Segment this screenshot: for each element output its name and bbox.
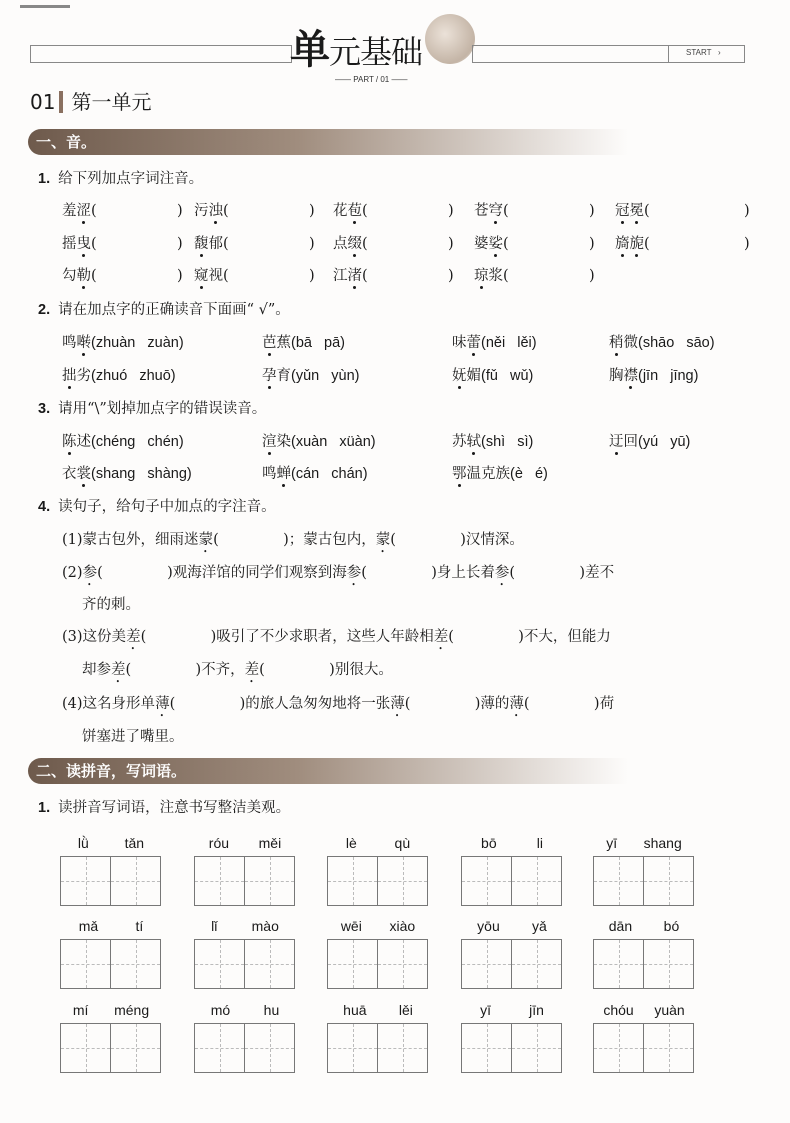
dotted-word: 拙劣 <box>62 366 91 386</box>
pinyin-syllable: mào <box>251 918 279 934</box>
pinyin-choice-item[interactable] <box>609 333 715 353</box>
sentence-text: ( <box>62 629 68 645</box>
pinyin-choice-item[interactable] <box>262 432 376 452</box>
dotted-word: 衣裳 <box>62 464 91 484</box>
pinyin-choice-item[interactable] <box>609 432 690 452</box>
dotted-character: 薄 <box>155 696 170 712</box>
emphasis-dot <box>82 484 85 487</box>
emphasis-dot <box>82 254 85 257</box>
dotted-character: 参 <box>346 565 362 581</box>
pinyin-choice-item[interactable] <box>62 366 176 386</box>
pinyin-syllable: shang <box>643 835 682 851</box>
dotted-word: 孕育 <box>262 366 291 386</box>
sentence-text: 3)这份美 <box>67 629 127 645</box>
emphasis-dot <box>615 353 618 356</box>
part-text: PART / 01 <box>353 75 390 84</box>
dotted-character: 参 <box>82 565 98 581</box>
answer-blank[interactable]: ( <box>259 662 265 678</box>
writing-grid[interactable] <box>60 856 162 906</box>
word-item: 苍穹 ( ) <box>474 201 595 221</box>
pinyin-choice-item[interactable] <box>452 366 533 386</box>
pinyin-label <box>194 835 296 852</box>
writing-cell[interactable] <box>194 1023 245 1073</box>
emphasis-dot <box>282 484 285 487</box>
pinyin-choice-item[interactable] <box>262 366 360 386</box>
answer-blank[interactable]: ( <box>509 565 516 581</box>
pinyin-syllable: bō <box>481 835 497 851</box>
sentence-text: 差不 <box>585 565 615 581</box>
answer-blank[interactable]: ( <box>91 268 97 284</box>
sentence-line: (3)这份美差( )吸引了不少求职者，这些人年龄相差( )不大，但能力 <box>62 627 611 653</box>
pinyin-syllable: yī <box>606 835 618 851</box>
emphasis-dot <box>200 286 203 289</box>
pinyin-label <box>593 1002 695 1019</box>
dotted-word: 摇曳 <box>62 234 91 254</box>
dotted-character: 薄 <box>509 696 524 712</box>
writing-cell[interactable] <box>194 856 245 906</box>
writing-cell[interactable] <box>327 1023 378 1073</box>
writing-grid[interactable] <box>593 939 695 989</box>
question-text: 请在加点字的正确读音下面画“ √”。 <box>58 302 290 318</box>
dotted-character: 蒙 <box>375 532 391 548</box>
word-item: 窥视 ( ) <box>194 266 315 286</box>
emphasis-dot <box>268 353 271 356</box>
answer-blank[interactable]: ( <box>223 268 229 284</box>
pinyin-label <box>461 1002 563 1019</box>
pinyin-syllable: yǎ <box>532 918 547 934</box>
writing-cell[interactable] <box>110 939 161 989</box>
writing-cell[interactable] <box>110 1023 161 1073</box>
word-item: 勾勒 ( ) <box>62 266 183 286</box>
dotted-word: 羞涩 <box>62 201 91 221</box>
word-item: 摇曳 ( ) <box>62 234 183 254</box>
sentence-text: 观海洋馆的同学们观察到海 <box>172 565 347 581</box>
sentence-text: 荷 <box>599 696 615 712</box>
pinyin-syllable: méng <box>114 1002 150 1018</box>
pinyin-syllable: róu <box>208 835 230 851</box>
emphasis-dot <box>82 353 85 356</box>
pinyin-label <box>593 918 695 935</box>
pinyin-syllable: dān <box>608 918 633 934</box>
question-prompt <box>38 497 276 517</box>
pinyin-syllable: jīn <box>529 1002 544 1018</box>
answer-blank[interactable]: ( <box>448 629 454 645</box>
writing-grid[interactable] <box>60 939 162 989</box>
writing-cell[interactable] <box>511 1023 562 1073</box>
writing-cell[interactable] <box>593 856 644 906</box>
pinyin-syllable: qù <box>394 835 411 851</box>
moon-decoration <box>425 14 475 64</box>
emphasis-dot <box>472 353 475 356</box>
pinyin-syllable: yōu <box>477 918 500 934</box>
sentence-text: 齐的刺。 <box>82 597 140 613</box>
answer-blank[interactable]: ( <box>213 532 219 548</box>
writing-cell[interactable] <box>511 856 562 906</box>
answer-blank[interactable]: ( <box>140 629 147 645</box>
word-item: 冠冕 ( ) <box>615 201 750 221</box>
part-label: —— PART / 01 —— <box>335 75 408 84</box>
dotted-word: 味蕾 <box>452 333 481 353</box>
answer-blank[interactable]: ( <box>362 235 368 252</box>
emphasis-dot <box>214 221 217 224</box>
dotted-word: 苏轼 <box>452 432 481 452</box>
pinyin-options[interactable]: (chéng chén) <box>91 434 184 450</box>
word-item: 婆娑 ( ) <box>474 234 595 254</box>
question-number: 1. <box>38 800 51 816</box>
writing-cell[interactable] <box>461 1023 512 1073</box>
dotted-word: 鸣蝉 <box>262 464 291 484</box>
writing-grid[interactable] <box>461 856 563 906</box>
title-calligraphy: 单 <box>290 26 329 73</box>
emphasis-dot <box>268 452 271 455</box>
sentence-text: 汉情深。 <box>465 532 524 548</box>
pinyin-syllable: mí <box>72 1002 89 1018</box>
dotted-word: 迂回 <box>609 432 638 452</box>
writing-cell[interactable] <box>377 1023 428 1073</box>
pinyin-syllable: mó <box>210 1002 231 1018</box>
writing-cell[interactable] <box>60 1023 111 1073</box>
pinyin-choice-item[interactable] <box>62 333 184 353</box>
writing-cell[interactable] <box>110 856 161 906</box>
pinyin-label <box>194 1002 296 1019</box>
pinyin-syllable: hu <box>263 1002 280 1018</box>
writing-cell[interactable] <box>377 939 428 989</box>
pinyin-options[interactable]: (shì sì) <box>481 434 534 450</box>
pinyin-options[interactable]: (xuàn xüàn) <box>291 434 376 450</box>
pinyin-options[interactable]: (cán chán) <box>291 466 368 482</box>
sentence-line: (1)蒙古包外，细雨迷蒙( )；蒙古包内，蒙( )汉情深。 <box>62 530 524 556</box>
pinyin-options[interactable]: (jīn jīng) <box>638 368 699 384</box>
answer-blank[interactable]: ( <box>644 203 650 219</box>
writing-grid[interactable] <box>593 856 695 906</box>
writing-grid[interactable] <box>327 856 429 906</box>
sentence-line <box>82 727 184 747</box>
unit-number: 01 <box>30 90 56 114</box>
pinyin-options[interactable]: (è é) <box>510 466 548 482</box>
dotted-word: 稍微 <box>609 333 638 353</box>
emphasis-dot <box>458 386 461 389</box>
dotted-word: 苍穹 <box>474 201 503 221</box>
pinyin-syllable: lǐ <box>211 918 218 934</box>
dotted-word: 江渚 <box>333 266 362 286</box>
answer-blank[interactable]: ( <box>125 662 132 678</box>
section2-banner <box>28 758 628 784</box>
pinyin-choice-item[interactable] <box>262 464 368 484</box>
sentence-text: 别很大。 <box>334 662 393 678</box>
pinyin-options[interactable]: (něi lěi) <box>481 335 537 351</box>
pinyin-options[interactable]: (bā pā) <box>291 335 345 351</box>
answer-blank[interactable]: ( <box>503 203 509 219</box>
dotted-word: 芭蕉 <box>262 333 291 353</box>
writing-grid[interactable] <box>60 1023 162 1073</box>
dotted-character: 蒙 <box>198 532 214 548</box>
emphasis-dot <box>494 221 497 224</box>
pinyin-syllable: huā <box>343 1002 367 1018</box>
pinyin-syllable: chóu <box>603 1002 634 1018</box>
writing-cell[interactable] <box>60 939 111 989</box>
pinyin-options[interactable]: (yǔn yùn) <box>291 368 360 384</box>
question-text: 给下列加点字词注音。 <box>58 171 204 187</box>
emphasis-dot <box>621 254 624 257</box>
dotted-word: 花苞 <box>333 201 362 221</box>
pinyin-options[interactable]: (fǔ wǔ) <box>481 368 534 384</box>
word-item: 污浊 ( ) <box>194 201 315 221</box>
sentence-text: ；蒙古包内， <box>288 532 376 548</box>
answer-blank[interactable]: ( <box>503 235 509 252</box>
sentence-line <box>82 595 140 615</box>
writing-cell[interactable] <box>244 1023 295 1073</box>
answer-blank[interactable]: ( <box>97 565 103 581</box>
dotted-word: 点缀 <box>333 234 362 254</box>
writing-grid[interactable] <box>327 939 429 989</box>
dotted-word: 鸣啭 <box>62 333 91 353</box>
unit-bar <box>59 91 63 113</box>
emphasis-dot <box>458 484 461 487</box>
dotted-character: 差 <box>433 629 449 645</box>
question-number: 3. <box>38 401 51 417</box>
writing-cell[interactable] <box>643 856 694 906</box>
dotted-word: 馥郁 <box>194 234 223 254</box>
sentence-text: 不齐， <box>201 662 245 678</box>
sentence-text: 4)这名身形单 <box>67 696 156 712</box>
pinyin-label <box>327 1002 429 1019</box>
writing-cell[interactable] <box>327 939 378 989</box>
pinyin-label <box>327 835 429 852</box>
question-prompt <box>38 399 266 419</box>
sentence-line: (2)参( )观海洋馆的同学们观察到海参( )身上长着参( )差不 <box>62 563 614 589</box>
question-text: 读拼音写词语，注意书写整洁美观。 <box>58 800 291 816</box>
dotted-word: 琼浆 <box>474 266 503 286</box>
page-corner-mark <box>20 0 70 8</box>
start-text: START <box>686 48 712 57</box>
pinyin-choice-item[interactable] <box>452 464 548 484</box>
writing-grid[interactable] <box>461 939 563 989</box>
pinyin-options[interactable]: (yú yū) <box>638 434 691 450</box>
emphasis-dot <box>635 254 638 257</box>
pinyin-syllable: tí <box>135 918 144 934</box>
sentence-text: ( <box>62 532 68 548</box>
pinyin-syllable: yī <box>480 1002 491 1018</box>
word-item: 羞涩 ( ) <box>62 201 183 221</box>
question-prompt <box>38 169 203 189</box>
header-line-left <box>30 45 292 63</box>
pinyin-choice-item[interactable] <box>452 333 537 353</box>
emphasis-dot <box>635 221 638 224</box>
word-item: 旖旎 ( ) <box>615 234 750 254</box>
answer-blank[interactable]: ( <box>91 203 97 219</box>
writing-grid[interactable] <box>327 1023 429 1073</box>
question-prompt <box>38 798 290 818</box>
pinyin-syllable: mǎ <box>78 918 99 934</box>
sentence-text: 薄的 <box>480 696 510 712</box>
writing-cell[interactable] <box>60 856 111 906</box>
dotted-word: 胸襟 <box>609 366 638 386</box>
question-number: 2. <box>38 302 51 318</box>
pinyin-label <box>461 918 563 935</box>
word-item: 馥郁 ( ) <box>194 234 315 254</box>
writing-cell[interactable] <box>511 939 562 989</box>
emphasis-dot <box>353 286 356 289</box>
title-text: 元基础 <box>329 33 423 71</box>
dotted-word: 勾勒 <box>62 266 91 286</box>
writing-grid[interactable] <box>461 1023 563 1073</box>
dotted-word: 陈述 <box>62 432 91 452</box>
answer-blank[interactable]: ( <box>362 203 368 219</box>
answer-blank[interactable]: ( <box>503 268 509 284</box>
writing-grid[interactable] <box>194 939 296 989</box>
pinyin-choice-item[interactable] <box>262 333 345 353</box>
dotted-character: 薄 <box>390 696 405 712</box>
answer-blank[interactable]: ( <box>91 235 97 252</box>
pinyin-options[interactable]: (zhuàn zuàn) <box>91 335 184 351</box>
question-prompt <box>38 300 290 320</box>
page-title <box>290 26 423 73</box>
sentence-text: 身上长着 <box>436 565 495 581</box>
pinyin-syllable: xiào <box>389 918 416 934</box>
pinyin-syllable: tǎn <box>124 835 145 851</box>
answer-blank[interactable]: ( <box>390 532 396 548</box>
question-text: 请用“\”划掉加点字的错误读音。 <box>58 401 267 417</box>
pinyin-choice-item[interactable] <box>62 464 192 484</box>
pinyin-syllable: bó <box>663 918 680 934</box>
writing-cell[interactable] <box>194 939 245 989</box>
pinyin-syllable: li <box>536 835 543 851</box>
pinyin-syllable: yuàn <box>654 1002 685 1018</box>
pinyin-syllable: lěi <box>398 1002 413 1018</box>
pinyin-options[interactable]: (shang shàng) <box>91 466 192 482</box>
writing-cell[interactable] <box>461 856 512 906</box>
answer-blank[interactable]: ( <box>169 696 176 712</box>
pinyin-label <box>60 835 162 852</box>
emphasis-dot <box>200 254 203 257</box>
unit-title: 第一单元 <box>71 90 152 114</box>
dotted-character: 差 <box>111 662 126 678</box>
emphasis-dot <box>353 254 356 257</box>
emphasis-dot <box>68 452 71 455</box>
writing-cell[interactable] <box>643 939 694 989</box>
start-label: START › <box>668 45 745 63</box>
emphasis-dot <box>268 386 271 389</box>
section2-title: 二、读拼音，写词语。 <box>36 762 187 780</box>
dotted-word: 冠冕 <box>615 201 644 221</box>
pinyin-label <box>194 918 296 935</box>
writing-cell[interactable] <box>461 939 512 989</box>
emphasis-dot <box>353 221 356 224</box>
answer-blank[interactable]: ( <box>523 696 530 712</box>
pinyin-choice-item[interactable] <box>609 366 698 386</box>
dotted-character: 差 <box>244 662 260 678</box>
sentence-text: 不大，但能力 <box>523 629 611 645</box>
sentence-text: 2) <box>67 565 83 581</box>
dotted-word: 旖旎 <box>615 234 644 254</box>
writing-cell[interactable] <box>377 856 428 906</box>
dotted-character: 差 <box>126 629 141 645</box>
dotted-word: 窥视 <box>194 266 223 286</box>
sentence-text: 却参 <box>82 662 111 678</box>
pinyin-label <box>327 918 429 935</box>
sentence-text: 饼塞进了嘴里。 <box>82 729 184 745</box>
answer-blank[interactable]: ( <box>223 203 229 219</box>
writing-cell[interactable] <box>244 856 295 906</box>
sentence-text: 的旅人急匆匆地将一张 <box>245 696 391 712</box>
answer-blank[interactable]: ( <box>362 268 368 284</box>
writing-grid[interactable] <box>194 1023 296 1073</box>
emphasis-dot <box>82 286 85 289</box>
sentence-text: 吸引了不少求职者，这些人年龄相 <box>216 629 434 645</box>
pinyin-label <box>461 835 563 852</box>
question-number: 4. <box>38 499 51 515</box>
writing-cell[interactable] <box>593 1023 644 1073</box>
emphasis-dot <box>621 221 624 224</box>
writing-cell[interactable] <box>593 939 644 989</box>
pinyin-choice-item[interactable] <box>452 432 533 452</box>
pinyin-label <box>60 1002 162 1019</box>
answer-blank[interactable]: ( <box>361 565 367 581</box>
emphasis-dot <box>615 452 618 455</box>
dotted-word: 鄂温克族 <box>452 464 510 484</box>
unit-heading <box>30 90 151 114</box>
dotted-word: 渲染 <box>262 432 291 452</box>
sentence-line: (4)这名身形单薄( )的旅人急匆匆地将一张薄( )薄的薄( )荷 <box>62 694 614 720</box>
section1-title: 一、音。 <box>36 133 97 151</box>
writing-cell[interactable] <box>327 856 378 906</box>
pinyin-syllable: wēi <box>340 918 362 934</box>
sentence-text: 1)蒙古包外，细雨迷 <box>67 532 199 548</box>
pinyin-label <box>60 918 162 935</box>
writing-cell[interactable] <box>244 939 295 989</box>
emphasis-dot <box>472 452 475 455</box>
dotted-word: 污浊 <box>194 201 223 221</box>
pinyin-syllable: lǜ <box>77 835 89 851</box>
word-item: 琼浆 ( ) <box>474 266 595 286</box>
emphasis-dot <box>68 386 71 389</box>
emphasis-dot <box>494 254 497 257</box>
writing-grid[interactable] <box>194 856 296 906</box>
pinyin-options[interactable]: (zhuó zhuō) <box>91 368 176 384</box>
answer-blank[interactable]: ( <box>223 235 229 252</box>
answer-blank[interactable]: ( <box>404 696 411 712</box>
emphasis-dot <box>629 386 632 389</box>
question-number: 1. <box>38 171 51 187</box>
dotted-word: 婆娑 <box>474 234 503 254</box>
emphasis-dot <box>82 221 85 224</box>
answer-blank[interactable]: ( <box>644 235 650 252</box>
sentence-line: 却参差( )不齐，差( )别很大。 <box>82 660 393 686</box>
dotted-word: 妩媚 <box>452 366 481 386</box>
word-item: 花苞 ( ) <box>333 201 454 221</box>
sentence-text: ( <box>62 565 68 581</box>
question-text: 读句子，给句子中加点的字注音。 <box>58 499 276 515</box>
sentence-text: ( <box>62 696 68 712</box>
pinyin-syllable: lè <box>345 835 357 851</box>
writing-cell[interactable] <box>643 1023 694 1073</box>
word-item: 江渚 ( ) <box>333 266 454 286</box>
dotted-character: 参 <box>494 565 510 581</box>
pinyin-choice-item[interactable] <box>62 432 184 452</box>
pinyin-syllable: měi <box>258 835 282 851</box>
writing-grid[interactable] <box>593 1023 695 1073</box>
section1-banner <box>28 129 628 155</box>
word-item: 点缀 ( ) <box>333 234 454 254</box>
pinyin-label <box>593 835 695 852</box>
emphasis-dot <box>480 286 483 289</box>
pinyin-options[interactable]: (shāo sāo) <box>638 335 715 351</box>
